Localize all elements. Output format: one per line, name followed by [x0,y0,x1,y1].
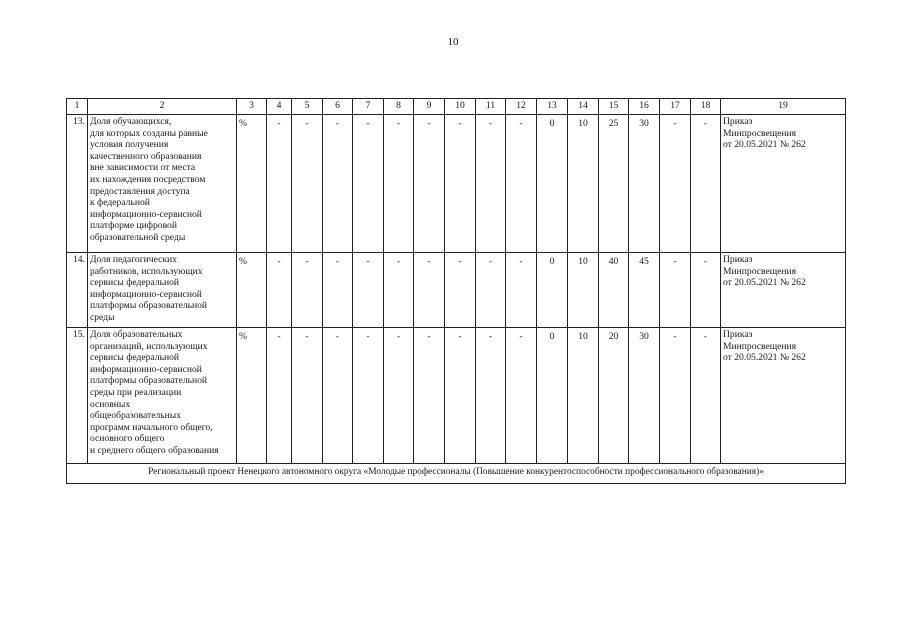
header-cell: 3 [237,99,267,115]
header-cell: 8 [384,99,414,115]
indicator-name [88,115,237,253]
row-number: 13. [67,115,88,253]
value-cell: - [353,115,384,253]
indicator-name-line: Доля образовательных [90,329,183,340]
value-cell: - [691,328,721,464]
value-cell: - [445,253,476,328]
value-cell: - [267,253,292,328]
value-cell: 40 [599,253,629,328]
header-cell: 7 [353,99,384,115]
header-cell: 12 [506,99,537,115]
header-cell: 6 [323,99,353,115]
header-cell: 10 [445,99,476,115]
value-cell: - [414,253,445,328]
value-cell: - [660,328,691,464]
value-cell: 10 [568,328,599,464]
reference-line: от 20.05.2021 № 262 [723,139,806,151]
value-cell: - [267,115,292,253]
value-cell: - [414,328,445,464]
header-cell: 17 [660,99,691,115]
page-number: 10 [447,36,459,48]
header-cell: 2 [88,99,237,115]
value-cell: - [267,328,292,464]
value-cell: 45 [629,253,660,328]
header-cell: 5 [292,99,323,115]
row-number: 15. [67,328,88,464]
row-number: 14. [67,253,88,328]
value-cell: - [691,115,721,253]
value-cell: 0 [537,328,568,464]
indicator-name-line: Доля обучающихся, [90,116,172,127]
indicator-name-line: основного общего [90,433,165,445]
header-cell: 18 [691,99,721,115]
indicator-name-line: платформы образовательной [90,300,208,312]
value-cell: - [292,115,323,253]
value-cell: - [292,328,323,464]
value-cell: 25 [599,115,629,253]
value-cell: - [384,328,414,464]
value-cell: - [323,253,353,328]
reference-line: от 20.05.2021 № 262 [723,277,806,289]
value-cell: - [445,115,476,253]
value-cell: - [660,115,691,253]
value-cell: 30 [629,328,660,464]
indicator-name-line: организаций, использующих [90,340,208,352]
table-header-row [67,99,846,115]
indicator-name-line: их нахождения посредством [90,173,206,185]
indicator-name [88,253,237,328]
indicator-name-line: платформе цифровой [90,220,177,232]
indicator-name-line: информационно-сервисной [90,288,202,300]
indicator-name-line: предоставления доступа [90,185,190,197]
header-cell: 14 [568,99,599,115]
indicator-name-line: информационно-сервисной [90,363,202,375]
reference-line: Минпросвещения [723,340,797,352]
indicator-name-line: платформы образовательной [90,375,208,387]
value-cell: 10 [568,253,599,328]
section-row [67,464,846,484]
table-row [67,253,846,328]
header-cell: 15 [599,99,629,115]
indicator-name-line: условия получения [90,139,169,151]
indicator-name-line: программ начального общего, [90,421,213,433]
header-cell: 13 [537,99,568,115]
unit-cell: % [237,253,267,328]
value-cell: - [476,328,506,464]
value-cell: - [506,115,537,253]
value-cell: 0 [537,115,568,253]
reference-cell [721,115,846,253]
indicator-name-line: качественного образования [90,150,202,162]
value-cell: - [445,328,476,464]
value-cell: 10 [568,115,599,253]
indicator-name-line: работников, использующих [90,265,203,277]
indicator-name-line: среды при реализации [90,386,182,398]
indicator-name-line: Доля педагогических [90,254,177,265]
header-cell: 9 [414,99,445,115]
value-cell: - [384,253,414,328]
value-cell: 20 [599,328,629,464]
value-cell: - [506,328,537,464]
table-row [67,115,846,253]
header-cell: 11 [476,99,506,115]
reference-cell [721,253,846,328]
value-cell: - [384,115,414,253]
value-cell: - [476,253,506,328]
indicator-name-line: среды [90,311,115,323]
value-cell: - [353,253,384,328]
indicator-name-line: сервисы федеральной [90,277,180,289]
reference-line: Приказ [723,116,753,127]
indicator-name-line: для которых созданы равные [90,127,208,139]
header-cell: 4 [267,99,292,115]
value-cell: - [660,253,691,328]
table-row [67,328,846,464]
reference-line: от 20.05.2021 № 262 [723,352,806,364]
indicator-name-line: вне зависимости от места [90,162,196,174]
value-cell: - [691,253,721,328]
reference-line: Приказ [723,329,753,340]
value-cell: - [323,328,353,464]
indicator-name-line: основных [90,398,131,410]
value-cell: - [323,115,353,253]
reference-line: Минпросвещения [723,127,797,139]
indicator-name-line: информационно-сервисной [90,208,202,220]
indicator-name-line: сервисы федеральной [90,352,180,364]
header-cell: 16 [629,99,660,115]
reference-cell [721,328,846,464]
value-cell: - [506,253,537,328]
header-cell: 1 [67,99,88,115]
indicator-name-line: образовательной среды [90,231,186,243]
indicator-name-line: и среднего общего образования [90,444,219,456]
value-cell: - [292,253,323,328]
reference-line: Минпросвещения [723,265,797,277]
indicator-name-line: общеобразовательных [90,410,181,422]
value-cell: 0 [537,253,568,328]
value-cell: 30 [629,115,660,253]
value-cell: - [353,328,384,464]
indicators-table [66,98,846,484]
unit-cell: % [237,115,267,253]
indicator-name [88,328,237,464]
value-cell: - [414,115,445,253]
unit-cell: % [237,328,267,464]
indicator-name-line: к федеральной [90,197,150,209]
reference-line: Приказ [723,254,753,265]
value-cell: - [476,115,506,253]
section-title: Региональный проект Ненецкого автономного округа «Молодые профессионалы (Повышение конкурентоспособности профессионального образования)» [67,464,846,484]
header-cell: 19 [721,99,846,115]
